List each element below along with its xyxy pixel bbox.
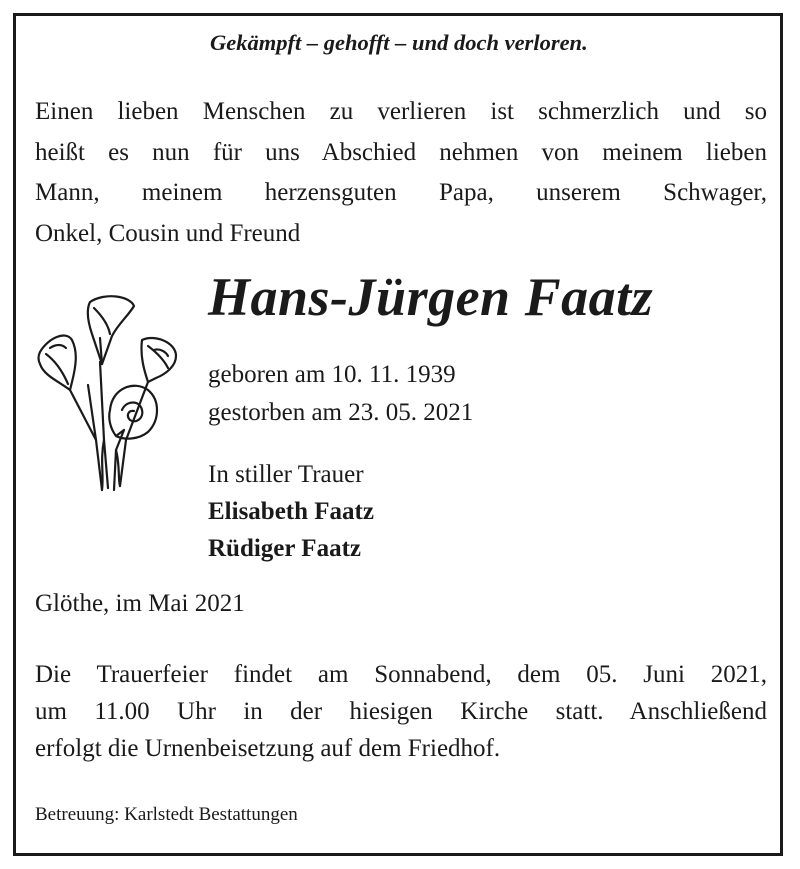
birth-date: geboren am 10. 11. 1939 [208, 361, 456, 388]
intro-line: Einen lieben Menschen zu verlieren ist schmerzlich und so [35, 98, 767, 125]
mourner-name: Elisabeth Faatz [208, 498, 374, 525]
intro-line: Mann, meinem herzensguten Papa, unserem Schwager, [35, 179, 767, 206]
funeral-line: um 11.00 Uhr in der hiesigen Kirche statt. Anschließend [35, 698, 767, 725]
place-date: Glöthe, im Mai 2021 [35, 590, 245, 617]
intro-text [35, 92, 767, 254]
funeral-line: erfolgt die Urnenbeisetzung auf dem Friedhof. [35, 735, 501, 762]
funeral-info [35, 656, 767, 767]
intro-line: Onkel, Cousin und Freund [35, 219, 301, 247]
mourner-name: Rüdiger Faatz [208, 535, 361, 562]
funeral-line: Die Trauerfeier findet am Sonnabend, dem 05. Juni 2021, [35, 661, 767, 688]
mourning-label: In stiller Trauer [208, 461, 364, 488]
death-date: gestorben am 23. 05. 2021 [208, 399, 474, 426]
deceased-name: Hans-Jürgen Faatz [208, 267, 654, 327]
life-dates [208, 356, 473, 432]
motto: Gekämpft – gehofft – und doch verloren. [210, 30, 588, 55]
mourners-block [208, 456, 374, 567]
intro-line: heißt es nun für uns Abschied nehmen von meinem lieben [35, 138, 767, 166]
calla-lily-icon [30, 290, 185, 495]
undertaker-credit: Betreuung: Karlstedt Bestattungen [35, 804, 298, 825]
